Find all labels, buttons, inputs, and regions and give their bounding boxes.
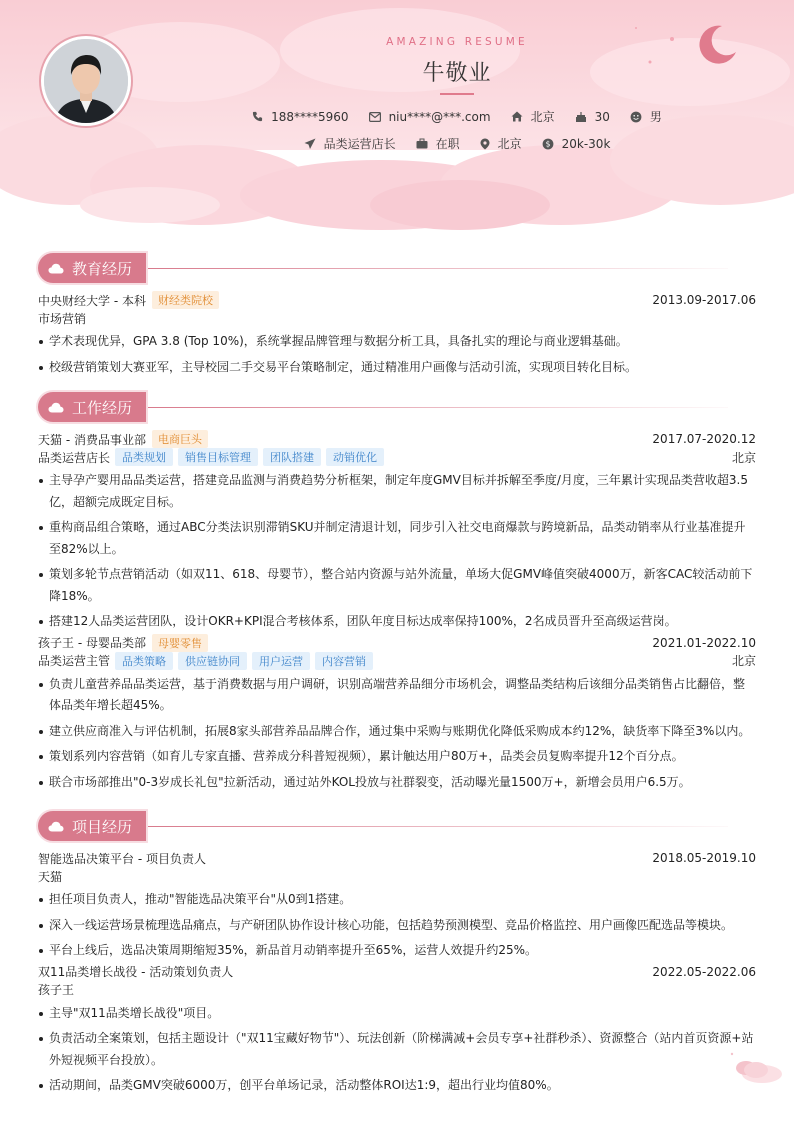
work-location: 北京 — [731, 654, 756, 668]
section-divider — [148, 826, 728, 827]
work-tab — [38, 392, 146, 422]
status-text: 在职 — [435, 137, 460, 151]
projects-tab — [38, 811, 146, 841]
role-name: 品类运营店长 — [38, 450, 111, 465]
school-tag: 财经类院校 — [152, 291, 219, 309]
list-item: 联合市场部推出"0-3岁成长礼包"拉新活动，通过站外KOL投放与社群裂变，活动曝光量1500万+，新增会员用户6.5万。 — [38, 772, 756, 794]
work-period: 2017.07-2020.12 — [652, 432, 756, 446]
school-name: 中央财经大学 - 本科 — [38, 293, 146, 308]
list-item: 校级营销策划大赛亚军，主导校园二手交易平台策略制定，通过精准用户画像与活动引流，实现项目转化目标。 — [38, 357, 756, 379]
briefcase-icon — [416, 138, 428, 149]
work-section — [38, 392, 756, 793]
role-name: 品类运营主管 — [38, 654, 111, 668]
company-name: 孩子王 - 母婴品类部 — [38, 636, 146, 650]
skill-tag: 品类规划 — [115, 448, 173, 466]
status-info — [416, 135, 460, 152]
education-header — [38, 253, 756, 283]
education-period: 2013.09-2017.06 — [652, 293, 756, 307]
list-item: 重构商品组合策略，通过ABC分类法识别滞销SKU并制定清退计划，同步引入社交电商爆款与跨境新品，品类动销率从行业基准提升至82%以上。 — [38, 517, 756, 560]
send-icon — [304, 138, 316, 150]
project-period: 2018.05-2019.10 — [652, 851, 756, 865]
education-title: 教育经历 — [72, 259, 133, 278]
salary-text: 20k-30k — [561, 136, 611, 151]
skill-tag: 品类策略 — [115, 652, 173, 670]
education-bullets — [38, 331, 756, 378]
money-icon — [542, 138, 554, 150]
email-info — [369, 110, 491, 124]
list-item: 学术表现优异，GPA 3.8 (Top 10%)，系统掌握品牌管理与数据分析工具，具备扎实的理论与商业逻辑基础。 — [38, 331, 756, 353]
city-info — [511, 108, 555, 125]
work-bullets — [38, 674, 756, 794]
list-item: 策划系列内容营销（如育儿专家直播、营养成分科普短视频），累计触达用户80万+，品类会员复购率提升12个百分点。 — [38, 746, 756, 768]
projects-section — [38, 811, 756, 1097]
education-entry-header — [38, 291, 756, 309]
list-item: 负责活动全案策划，包括主题设计（"双11宝藏好物节"）、玩法创新（阶梯满减+会员专享+社群秒杀）、资源整合（站内首页资源+站外短视频平台投放）。 — [38, 1028, 756, 1071]
education-section — [38, 253, 756, 378]
list-item: 深入一线运营场景梳理选品痛点，与产研团队协作设计核心功能，包括趋势预测模型、竞品价格监控、用户画像匹配选品等模块。 — [38, 915, 756, 937]
list-item: 策划多轮节点营销活动（如双11、618、母婴节），整合站内资源与站外流量，单场大促GMV峰值突破4000万，新客CAC较活动前下降18%。 — [38, 564, 756, 607]
skill-tag: 动销优化 — [326, 448, 384, 466]
email-text: niu****@***.com — [388, 109, 491, 124]
list-item: 担任项目负责人，推动"智能选品决策平台"从0到1搭建。 — [38, 889, 756, 911]
cloud-icon — [48, 821, 64, 832]
skill-tag: 用户运营 — [252, 652, 310, 670]
projects-title: 项目经历 — [72, 817, 133, 836]
cloud-icon — [48, 402, 64, 413]
salary-info — [542, 137, 611, 151]
company-name: 天猫 - 消费品事业部 — [38, 432, 146, 447]
company-tag: 电商巨头 — [152, 430, 208, 448]
project-org-row — [38, 981, 756, 999]
project-period: 2022.05-2022.06 — [652, 964, 756, 979]
major: 市场营销 — [38, 311, 87, 326]
location-icon — [480, 138, 490, 150]
list-item: 主导孕产婴用品品类运营，搭建竞品监测与消费趋势分析框架，制定年度GMV目标并拆解至季度/月度，三年累计实现品类营收超3.5亿，超额完成既定目标。 — [38, 470, 756, 513]
decorative-cloud-icon — [726, 1048, 784, 1086]
cake-icon — [575, 111, 587, 123]
phone-text: 188****5960 — [271, 109, 349, 124]
project-name: 双11品类增长战役 - 活动策划负责人 — [38, 965, 234, 979]
skill-tag: 团队搭建 — [263, 448, 321, 466]
skill-tag: 供应链协同 — [178, 652, 247, 670]
project-name: 智能选品决策平台 - 项目负责人 — [38, 851, 206, 866]
work-entry-header — [38, 430, 756, 448]
age-text: 30 — [594, 109, 610, 124]
education-tab — [38, 253, 146, 283]
work-role-row — [38, 448, 756, 466]
cloud-icon — [48, 263, 64, 274]
skill-tag: 内容营销 — [315, 652, 373, 670]
project-org: 孩子王 — [38, 983, 75, 997]
list-item: 搭建12人品类运营团队，设计OKR+KPI混合考核体系，团队年度目标达成率保持100%，2名成员晋升至高级运营岗。 — [38, 611, 756, 633]
work-entry-header — [38, 634, 756, 652]
work-bullets — [38, 470, 756, 633]
mail-icon — [369, 112, 381, 122]
skill-tag: 销售目标管理 — [178, 448, 258, 466]
project-org: 天猫 — [38, 869, 63, 884]
candidate-name: 牛敬业 — [422, 61, 492, 86]
smile-icon — [630, 111, 642, 123]
target-city-text: 北京 — [497, 137, 522, 151]
education-major-row — [38, 309, 756, 327]
target-city-info — [480, 135, 522, 152]
work-header — [38, 392, 756, 422]
home-icon — [511, 111, 523, 122]
phone-icon — [252, 111, 263, 122]
phone-info — [252, 110, 348, 124]
list-item: 平台上线后，选品决策周期缩短35%，新品首月动销率提升至65%，运营人效提升约25%。 — [38, 940, 756, 962]
company-tag: 母婴零售 — [152, 634, 208, 652]
target-position-info — [304, 135, 396, 152]
list-item: 建立供应商准入与评估机制，拓展8家头部营养品品牌合作，通过集中采购与账期优化降低采购成本约12%，缺货率下降至3%以内。 — [38, 721, 756, 743]
job-intent-row — [0, 135, 794, 152]
project-org-row — [38, 867, 756, 885]
age-info — [575, 110, 610, 124]
project-entry-header — [38, 963, 756, 981]
list-item: 活动期间，品类GMV突破6000万，创平台单场记录，活动整体ROI达1:9，超出行业均值80%。 — [38, 1075, 756, 1097]
project-bullets — [38, 1003, 756, 1097]
project-bullets — [38, 889, 756, 962]
target-position-text: 品类运营店长 — [323, 137, 396, 151]
section-divider — [148, 407, 728, 408]
project-entry-header — [38, 849, 756, 867]
section-divider — [148, 268, 728, 269]
projects-header — [38, 811, 756, 841]
work-period: 2021.01-2022.10 — [652, 635, 756, 650]
gender-info — [630, 108, 662, 125]
work-location: 北京 — [731, 450, 756, 465]
work-title: 工作经历 — [72, 398, 133, 417]
contact-info-row — [0, 108, 794, 125]
resume-tagline: AMAZING RESUME — [386, 36, 528, 48]
city-text: 北京 — [530, 110, 555, 124]
name-underline — [440, 93, 474, 95]
list-item: 主导"双11品类增长战役"项目。 — [38, 1003, 756, 1025]
work-role-row — [38, 652, 756, 670]
svg-text:$: $ — [545, 139, 551, 149]
gender-text: 男 — [649, 110, 662, 124]
list-item: 负责儿童营养品品类运营，基于消费数据与用户调研，识别高端营养品细分市场机会，调整品类结构后该细分品类销售占比翻倍，整体品类年增长超45%。 — [38, 674, 756, 717]
